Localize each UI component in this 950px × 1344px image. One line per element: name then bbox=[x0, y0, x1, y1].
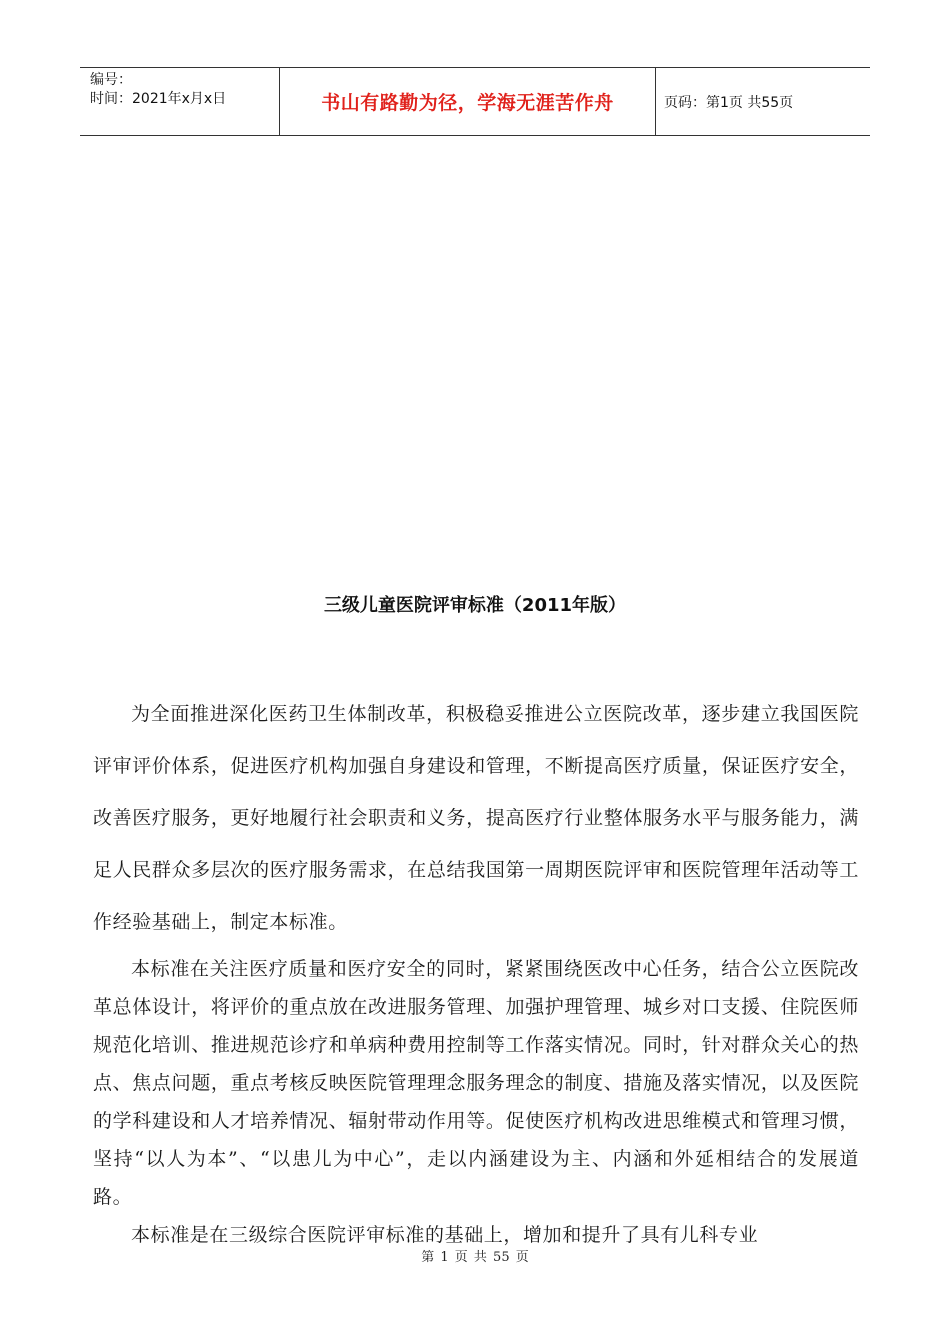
header-motto: 书山有路勤为径，学海无涯苦作舟 bbox=[280, 68, 656, 135]
body-paragraph-2: 本标准在关注医疗质量和医疗安全的同时，紧紧围绕医改中心任务，结合公立医院改革总体设计，将评价的重点放在改进服务管理、加强护理管理、城乡对口支援、住院医师规范化培训、推进规范诊疗和单病种费用控制等工作落实情况。同时，针对群众关心的热点、焦点问题，重点考核反映医院管理理念服务理念的制度、措施及落实情况，以及医院的学科建设和人才培养情况、辐射带动作用等。促使医疗机构改进思维模式和管理习惯，坚持“以人为本”、“以患儿为中心”，走以内涵建设为主、内涵和外延相结合的发展道路。 bbox=[93, 958, 859, 1208]
page-footer: 第 1 页 共 55 页 bbox=[421, 1250, 529, 1265]
document-time-label: 时间：2021年x月x日 bbox=[90, 91, 227, 107]
document-body bbox=[93, 688, 859, 1254]
header-meta-cell bbox=[80, 68, 280, 135]
body-paragraph-3: 本标准是在三级综合医院评审标准的基础上，增加和提升了具有儿科专业 bbox=[131, 1224, 759, 1246]
page-header bbox=[80, 67, 870, 136]
document-number-label: 编号： bbox=[90, 72, 132, 88]
header-page-info: 页码：第1页 共55页 bbox=[664, 94, 794, 111]
document-title: 三级儿童医院评审标准（2011年版） bbox=[323, 595, 627, 616]
body-paragraph-1: 为全面推进深化医药卫生体制改革，积极稳妥推进公立医院改革，逐步建立我国医院评审评价体系，促进医疗机构加强自身建设和管理，不断提高医疗质量，保证医疗安全，改善医疗服务，更好地履行社会职责和义务，提高医疗行业整体服务水平与服务能力，满足人民群众多层次的医疗服务需求，在总结我国第一周期医院评审和医院管理年活动等工作经验基础上，制定本标准。 bbox=[93, 703, 859, 933]
